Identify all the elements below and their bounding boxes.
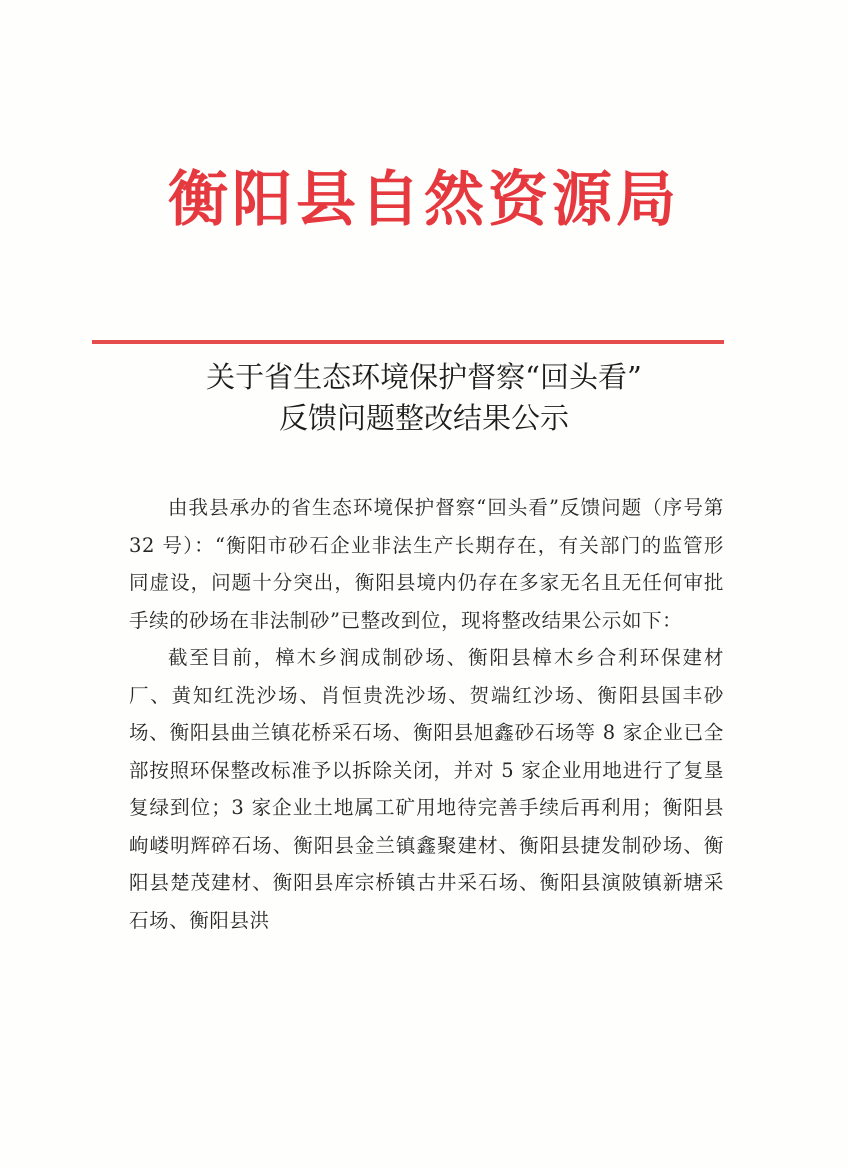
body-paragraph-2: 截至目前，樟木乡润成制砂场、衡阳县樟木乡合利环保建材厂、黄知红洗沙场、肖恒贵洗沙场、贺端红沙场、衡阳县国丰砂场、衡阳县曲兰镇花桥采石场、衡阳县旭鑫砂石场等 8 家企业已全部按照环保整改标准予以拆除关闭，并对 5 家企业用地进行了复垦复绿到位；3 家企业土地属工矿用地待完善手续后再利用；衡阳县岣嵝明辉碎石场、衡阳县金兰镇鑫聚建材、衡阳县捷发制砂场、衡阳县楚茂建材、衡阳县库宗桥镇古井采石场、衡阳县演陂镇新塘采石场、衡阳县洪 (129, 646, 724, 932)
document-title-line-1: 关于省生态环境保护督察“回头看” (206, 360, 642, 394)
letterhead-org-name: 衡阳县自然资源局 (168, 165, 680, 235)
body-paragraph-1: 由我县承办的省生态环境保护督察“回头看”反馈问题（序号第 32 号）：“衡阳市砂石企业非法生产长期存在，有关部门的监管形同虚设，问题十分突出，衡阳县境内仍存在多家无名且无任何审批手续的砂场在非法制砂”已整改到位，现将整改结果公示如下： (129, 496, 724, 632)
red-divider-line (92, 340, 724, 344)
document-body (129, 489, 724, 939)
document-title-line-2: 反馈问题整改结果公示 (278, 401, 569, 435)
